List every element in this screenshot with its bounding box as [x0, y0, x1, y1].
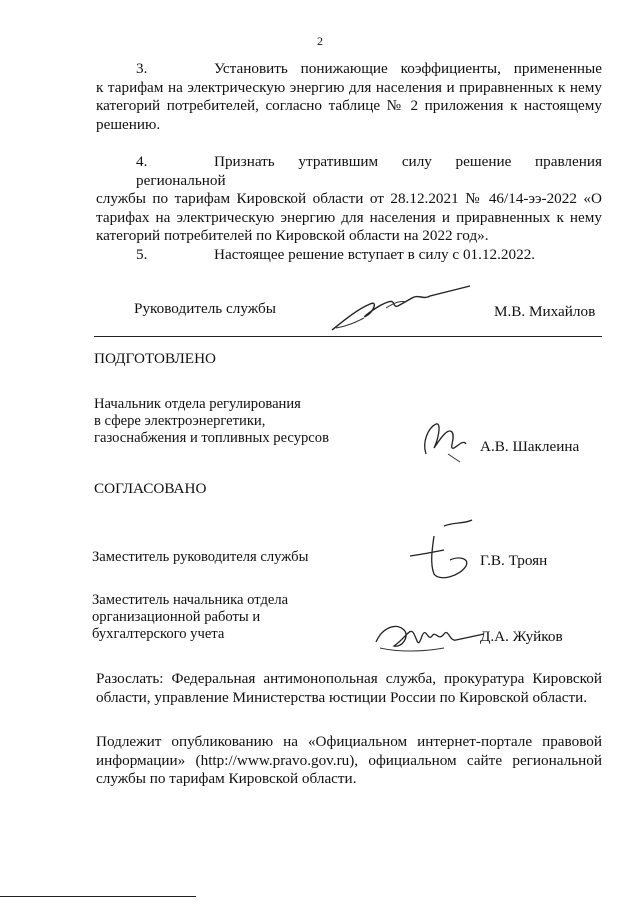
publication-note: Подлежит опубликованию на «Официальном интернет-портале правовой информации» (http://www.pravo.gov.ru), официальном сайте региональной службы по тарифам Кировской области. [96, 733, 602, 788]
agreed-signer-1-name: Г.В. Троян [480, 552, 548, 569]
footnote-rule [0, 896, 196, 897]
head-name: М.В. Михайлов [494, 303, 596, 320]
prepared-name: А.В. Шаклеина [480, 438, 580, 455]
head-signature-image [326, 278, 476, 338]
agreed-heading: СОГЛАСОВАНО [94, 480, 207, 497]
clause-4-number: 4. [136, 153, 148, 170]
clause-3-number: 3. [136, 60, 148, 77]
clause-5 [96, 246, 602, 265]
clause-5-first-line: 5. Настоящее решение вступает в силу с 01.12.2022. [136, 246, 536, 263]
agreed-signer-2-signature-image [372, 612, 488, 660]
agreed-signer-2-position: Заместитель начальника отдела организационной работы и бухгалтерского учета [92, 592, 289, 643]
signature-divider [94, 336, 602, 337]
distribution-list: Разослать: Федеральная антимонопольная служба, прокуратура Кировской области, управление Министерства юстиции России по Кировской области. [96, 670, 602, 706]
page-number: 2 [317, 34, 323, 48]
clause-4-first-line: 4. Признать утратившим силу решение правления региональной [136, 153, 602, 189]
agreed-signer-2-name: Д.А. Жуйков [480, 628, 563, 645]
clause-3-first-line: 3. Установить понижающие коэффициенты, примененные [136, 60, 602, 77]
clause-4 [96, 153, 602, 246]
clause-5-number: 5. [136, 246, 148, 263]
prepared-heading: ПОДГОТОВЛЕНО [94, 350, 217, 367]
clause-3-text: к тарифам на электрическую энергию для населения и приравненных к нему категорий потребителей, согласно таблице № 2 приложения к настоящему решению. [96, 78, 602, 133]
prepared-signature-image [412, 414, 472, 464]
clause-3 [96, 60, 602, 134]
clause-4-text: службы по тарифам Кировской области от 28.12.2021 № 46/14-ээ-2022 «О тарифах на электрическую энергию для населения и приравненных к нему категорий потребителей по Кировской области на 2022 год». [96, 190, 602, 245]
head-position: Руководитель службы [134, 300, 276, 317]
agreed-signer-1-signature-image [404, 516, 484, 586]
prepared-position: Начальник отдела регулирования в сфере электроэнергетики, газоснабжения и топливных ресурсов [94, 396, 329, 447]
agreed-signer-1-position: Заместитель руководителя службы [92, 549, 309, 565]
